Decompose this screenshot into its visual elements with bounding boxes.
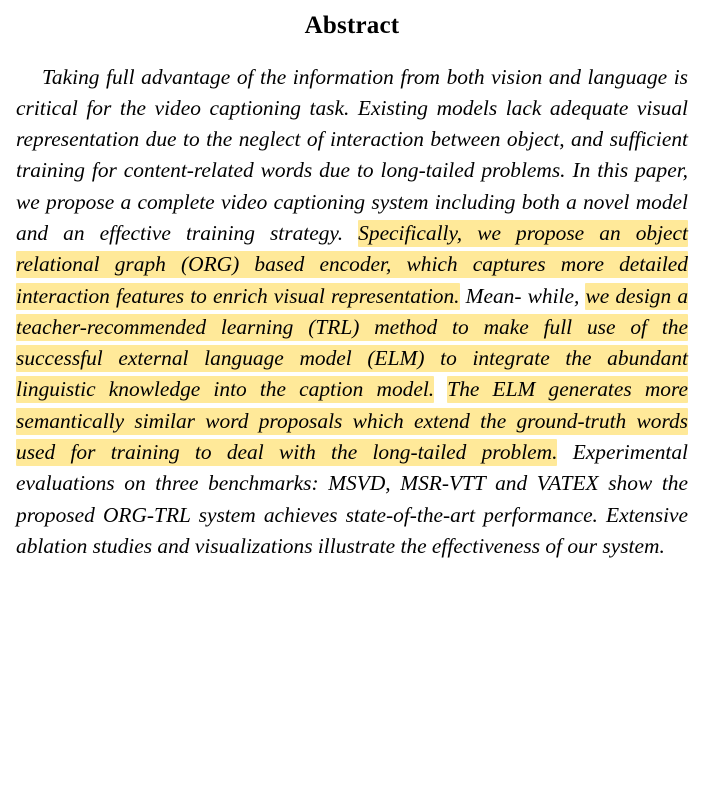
highlighted-text-org-encoder: Specifically, we propose an object relational graph (ORG) based encoder, which captures more detailed interaction features to enrich visual representation. <box>16 220 688 308</box>
abstract-text-segment-2: Mean- while, <box>465 283 580 308</box>
highlighted-text-trl-method: we design a teacher-recommended learning (TRL) method to make full use of the successful external language model (ELM) to integrate the abundant linguistic knowledge into the caption model. <box>16 283 689 402</box>
abstract-paragraph <box>14 62 690 563</box>
page-title: Abstract <box>304 12 400 39</box>
highlighted-text-elm-proposals: The ELM generates more semantically similar word proposals which extend the ground-truth words used for training to deal with the long-tailed problem. <box>16 377 688 465</box>
abstract-text-segment-3: Experimental evaluations on three benchmarks: MSVD, MSR-VTT and VATEX show the proposed ORG-TRL system achieves state-of-the-art performance. Extensive ablation studies and visualizations illustrate the effectiveness of our system. <box>16 440 688 558</box>
abstract-text-segment-1: Taking full advantage of the information from both vision and language is critical for the video captioning task. Existing models lack adequate visual representation due to the neglect of interaction between object, and sufficient training for content-related words due to long-tailed problems. In this paper, we propose a complete video captioning system including both a novel model and an effective training strategy. <box>16 64 688 245</box>
